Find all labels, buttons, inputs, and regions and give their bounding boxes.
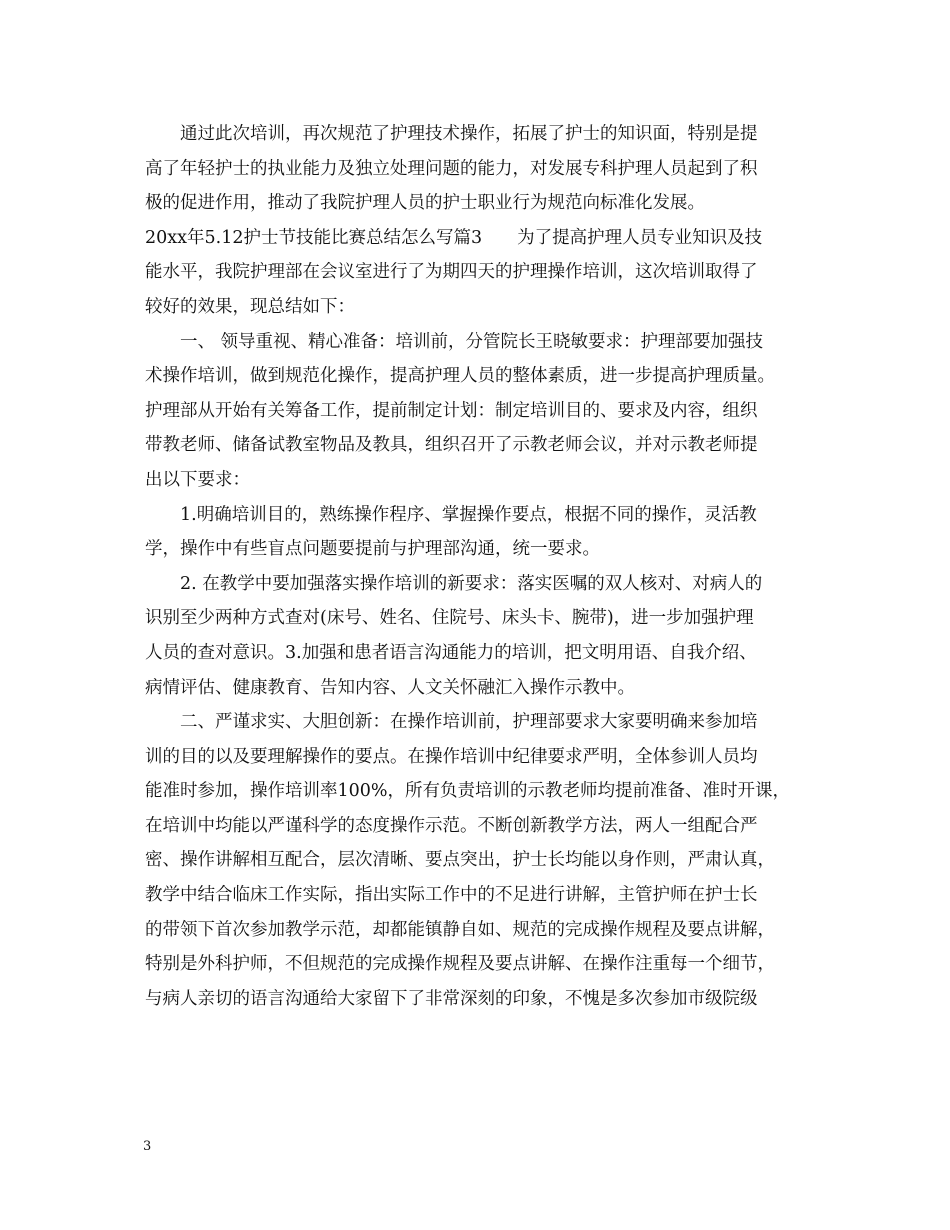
body-text: [145, 117, 805, 1016]
text-line: 带教老师、储备试教室物品及教具，组织召开了示教老师会议，并对示教老师提: [145, 435, 758, 456]
text-line: 出以下要求：: [145, 469, 250, 490]
text-line: 1.明确培训目的，熟练操作程序、掌握操作要点，根据不同的操作，灵活教: [145, 504, 757, 525]
text-line: 病情评估、健康教育、告知内容、人文关怀融汇入操作示教中。: [145, 677, 635, 698]
text-line: 二、严谨求实、大胆创新：在操作培训前，护理部要求大家要明确来参加培: [145, 712, 758, 733]
text-line: 术操作培训，做到规范化操作，提高护理人员的整体素质，进一步提高护理质量。: [145, 366, 775, 387]
text-line: 高了年轻护士的执业能力及独立处理问题的能力，对发展专科护理人员起到了积: [145, 158, 758, 179]
text-line: 在培训中均能以严谨科学的态度操作示范。不断创新教学方法，两人一组配合严: [145, 815, 758, 836]
text-line: 密、操作讲解相互配合，层次清晰、要点突出，护士长均能以身作则，严肃认真，: [145, 850, 775, 871]
text-line: 学，操作中有些盲点问题要提前与护理部沟通，统一要求。: [145, 539, 600, 560]
text-line: 与病人亲切的语言沟通给大家留下了非常深刻的印象，不愧是多次参加市级院级: [145, 988, 758, 1009]
text-line: 2. 在教学中要加强落实操作培训的新要求：落实医嘱的双人核对、对病人的: [145, 573, 763, 594]
text-line: 极的促进作用，推动了我院护理人员的护士职业行为规范向标准化发展。: [145, 193, 705, 214]
text-line: 特别是外科护师，不但规范的完成操作规程及要点讲解、在操作注重每一个细节，: [145, 954, 775, 975]
text-line: 较好的效果，现总结如下：: [145, 296, 355, 317]
text-line: 教学中结合临床工作实际，指出实际工作中的不足进行讲解，主管护师在护士长: [145, 885, 758, 906]
text-line: 人员的查对意识。3.加强和患者语言沟通能力的培训，把文明用语、自我介绍、: [145, 642, 757, 663]
text-line: 20xx年5.12护士节技能比赛总结怎么写篇3 为了提高护理人员专业知识及技: [145, 227, 763, 248]
text-line: 能水平，我院护理部在会议室进行了为期四天的护理操作培训，这次培训取得了: [145, 262, 758, 283]
text-line: 训的目的以及要理解操作的要点。在操作培训中纪律要求严明，全体参训人员均: [145, 746, 758, 767]
text-line: 通过此次培训，再次规范了护理技术操作，拓展了护士的知识面，特别是提: [145, 124, 758, 144]
page-number: 3: [143, 1139, 152, 1154]
text-line: 的带领下首次参加教学示范，却都能镇静自如、规范的完成操作规程及要点讲解，: [145, 919, 775, 940]
text-line: 一、 领导重视、精心准备：培训前，分管院长王晓敏要求：护理部要加强技: [145, 331, 764, 352]
text-line: 护理部从开始有关筹备工作，提前制定计划：制定培训目的、要求及内容，组织: [145, 400, 758, 421]
text-line: 识别至少两种方式查对(床号、姓名、住院号、床头卡、腕带)，进一步加强护理: [145, 608, 754, 629]
text-line: 能准时参加，操作培训率100%，所有负责培训的示教老师均提前准备、准时开课，: [145, 781, 791, 802]
